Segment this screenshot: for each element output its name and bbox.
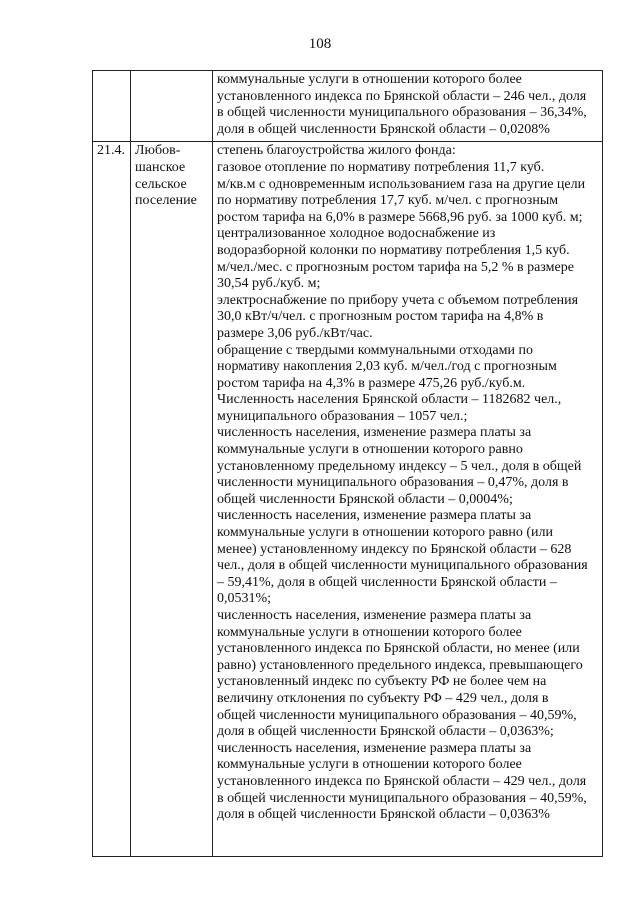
text-line: установленного индекса по Брянской области – 246 чел., доля — [217, 88, 587, 104]
text-line: доля в общей численности Брянской области – 0,0208% — [217, 121, 550, 137]
text-line: коммунальные услуги в отношении которого равно — [217, 442, 523, 458]
text-line: м/чел./мес. с прогнозным ростом тарифа на 5,2 % в размере — [217, 259, 574, 275]
text-line: доля в общей численности Брянской области – 0,0363%; — [217, 724, 554, 740]
text-line: 0,0531%; — [217, 591, 272, 607]
text-line: численность населения, изменение размера платы за — [217, 740, 532, 756]
text-line: размере 3,06 руб./кВт/час. — [217, 325, 373, 341]
text-line: в общей численности муниципального образования – 36,34%, — [217, 105, 587, 121]
municipality-name-cell — [131, 142, 213, 857]
text-line: общей численности муниципального образования – 40,59%, — [217, 707, 577, 723]
row-number-cell — [93, 71, 131, 142]
text-line: муниципального образования – 1057 чел.; — [217, 408, 468, 424]
text-line: м/кв.м с одновременным использованием газа на другие цели — [217, 176, 586, 192]
row-number-cell: 21.4. — [93, 142, 131, 857]
name-line: поселение — [135, 193, 197, 209]
text-line: степень благоустройства жилого фонда: — [217, 143, 456, 159]
text-line: чел., доля в общей численности муниципального образования — [217, 558, 588, 574]
text-line: равно) установленного предельного индекса, превышающего — [217, 657, 583, 673]
text-line: доля в общей численности Брянской области – 0,0363% — [217, 807, 550, 823]
document-table — [92, 70, 603, 857]
text-line: 30,0 кВт/ч/чел. с прогнозным ростом тарифа на 4,8% в — [217, 309, 544, 325]
text-line: водоразборной колонки по нормативу потребления 1,5 куб. — [217, 242, 570, 258]
table-row-continuation — [93, 71, 603, 142]
text-line: коммунальные услуги в отношении которого более — [217, 757, 522, 773]
text-line: по нормативу потребления 17,7 куб. м/чел. с прогнозным — [217, 193, 559, 209]
text-line: централизованное холодное водоснабжение из — [217, 226, 496, 242]
text-line: ростом тарифа на 6,0% в размере 5668,96 руб. за 1000 куб. м; — [217, 209, 583, 225]
text-line: установленный индекс по субъекту РФ не более чем на — [217, 674, 547, 690]
text-line: электроснабжение по прибору учета с объемом потребления — [217, 292, 579, 308]
text-line: установленного индекса по Брянской области, но менее (или — [217, 641, 580, 657]
text-line: установленному предельному индексу – 5 чел., доля в общей — [217, 458, 582, 474]
name-line: шанское — [135, 159, 186, 175]
text-line: численность населения, изменение размера платы за — [217, 608, 532, 623]
text-line: численности муниципального образования – 0,47%, доля в — [217, 475, 569, 491]
text-line: ростом тарифа на 4,3% в размере 475,26 руб./куб.м. — [217, 375, 526, 391]
page-number: 108 — [308, 36, 332, 52]
name-line: сельское — [135, 176, 187, 192]
text-line: обращение с твердыми коммунальными отходами по — [217, 342, 533, 358]
text-line: общей численности Брянской области – 0,0004%; — [217, 491, 513, 507]
description-cell — [213, 142, 603, 857]
municipality-name-cell — [131, 71, 213, 142]
text-line: 30,54 руб./куб. м; — [217, 276, 321, 292]
text-line: численность населения, изменение размера платы за — [217, 425, 532, 441]
text-line: величину отклонения по субъекту РФ – 429 чел., доля в — [217, 690, 549, 706]
text-line: газовое отопление по нормативу потребления 11,7 куб. — [217, 159, 545, 175]
table-row-21-4 — [93, 142, 603, 857]
text-line: в общей численности муниципального образования – 40,59%, — [217, 790, 587, 806]
text-line: менее) установленному индексу по Брянской области – 628 — [217, 541, 572, 557]
text-line: численность населения, изменение размера платы за — [217, 508, 532, 524]
text-line: нормативу накопления 2,03 куб. м/чел./год с прогнозным — [217, 359, 557, 375]
text-line: коммунальные услуги в отношении которого равно (или — [217, 525, 553, 541]
text-line: коммунальные услуги в отношении которого более — [217, 72, 522, 87]
description-cell — [213, 71, 603, 142]
name-line: Любов- — [135, 143, 181, 159]
text-line: коммунальные услуги в отношении которого более — [217, 624, 522, 640]
text-line: установленного индекса по Брянской области – 429 чел., доля — [217, 773, 587, 789]
text-line: – 59,41%, доля в общей численности Брянской области – — [217, 574, 557, 590]
text-line: Численность населения Брянской области – 1182682 чел., — [217, 392, 562, 408]
